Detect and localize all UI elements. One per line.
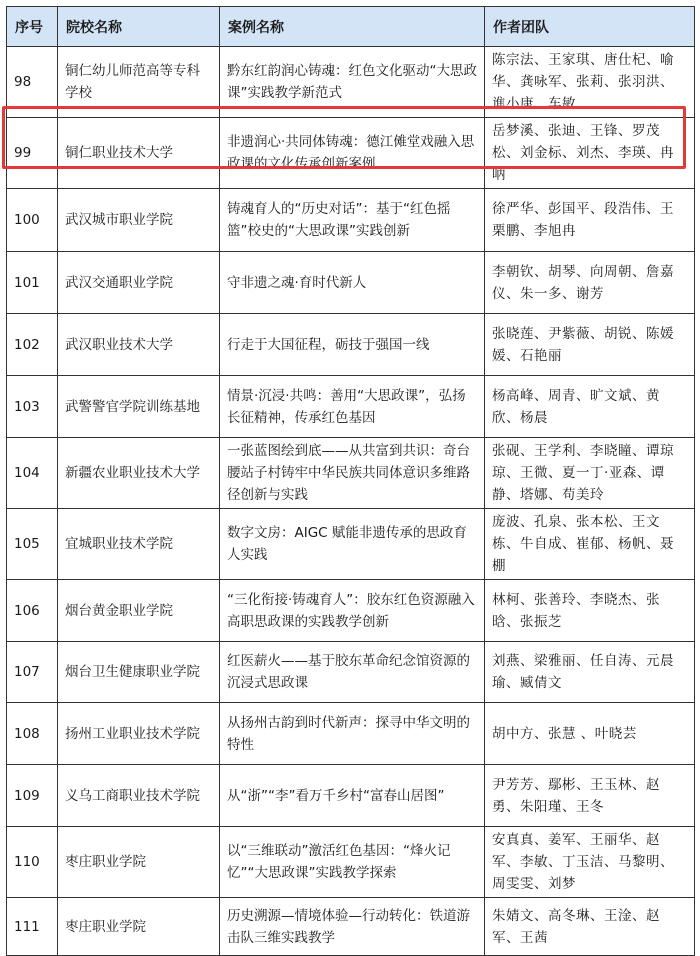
row-case: 从“浙”“李”看万千乡村“富春山居图” bbox=[220, 765, 485, 827]
row-no: 109 bbox=[7, 765, 58, 827]
row-team: 刘燕、梁雅丽、任自涛、元晨瑜、臧倩文 bbox=[485, 642, 695, 703]
row-school: 新疆农业职业技术大学 bbox=[58, 438, 220, 509]
row-school: 宜城职业技术学院 bbox=[58, 509, 220, 580]
row-school: 烟台卫生健康职业学院 bbox=[58, 642, 220, 703]
row-team: 杨高峰、周青、旷文斌、黄欣、杨晨 bbox=[485, 376, 695, 438]
row-no: 106 bbox=[7, 580, 58, 642]
row-case: 以“三维联动”激活红色基因：“烽火记忆”“大思政课”实践教学探索 bbox=[220, 827, 485, 898]
row-case: 守非遗之魂·育时代新人 bbox=[220, 252, 485, 314]
row-case: 行走于大国征程，砺技于强国一线 bbox=[220, 314, 485, 376]
row-team: 徐严华、彭国平、段浩伟、王栗鹏、李旭冉 bbox=[485, 189, 695, 252]
header-school: 院校名称 bbox=[58, 7, 220, 47]
table-row bbox=[7, 314, 695, 376]
row-school: 铜仁幼儿师范高等专科学校 bbox=[58, 47, 220, 118]
row-team: 安真真、姜军、王丽华、赵军、李敏、丁玉洁、马黎明、周雯雯、刘梦 bbox=[485, 827, 695, 898]
row-no: 110 bbox=[7, 827, 58, 898]
table-row bbox=[7, 438, 695, 509]
row-case: 情景·沉浸·共鸣：善用“大思政课”，弘扬长征精神，传承红色基因 bbox=[220, 376, 485, 438]
row-school: 烟台黄金职业学院 bbox=[58, 580, 220, 642]
row-no: 100 bbox=[7, 189, 58, 252]
row-no: 108 bbox=[7, 703, 58, 765]
header-case: 案例名称 bbox=[220, 7, 485, 47]
row-team: 陈宗法、王家琪、唐仕杞、喻华、龚咏军、张莉、张羽洪、谯小康、车敏 bbox=[485, 47, 695, 118]
row-case: 黔东红韵润心铸魂：红色文化驱动“大思政课”实践教学新范式 bbox=[220, 47, 485, 118]
row-team: 胡中方、张慧 、叶晓芸 bbox=[485, 703, 695, 765]
row-no: 101 bbox=[7, 252, 58, 314]
table-row bbox=[7, 898, 695, 956]
row-case: 数字文房：AIGC 赋能非遗传承的思政育人实践 bbox=[220, 509, 485, 580]
row-team: 朱婧文、高冬琳、王淦、赵军、王茜 bbox=[485, 898, 695, 956]
row-case: “三化衔接·铸魂育人”：胶东红色资源融入高职思政课的实践教学创新 bbox=[220, 580, 485, 642]
row-case: 一张蓝图绘到底——从共富到共识：奇台腰站子村铸牢中华民族共同体意识多维路径创新与实践 bbox=[220, 438, 485, 509]
table-header-row bbox=[7, 7, 695, 47]
table-row bbox=[7, 189, 695, 252]
row-no: 111 bbox=[7, 898, 58, 956]
row-team: 尹芳芳、鄢彬、王玉林、赵勇、朱阳瑾、王冬 bbox=[485, 765, 695, 827]
row-no: 102 bbox=[7, 314, 58, 376]
row-case: 铸魂育人的“历史对话”：基于“红色摇篮”校史的“大思政课”实践创新 bbox=[220, 189, 485, 252]
row-case: 从扬州古韵到时代新声：探寻中华文明的特性 bbox=[220, 703, 485, 765]
row-school: 武警警官学院训练基地 bbox=[58, 376, 220, 438]
header-team: 作者团队 bbox=[485, 7, 695, 47]
row-case: 历史溯源—情境体验—行动转化：铁道游击队三维实践教学 bbox=[220, 898, 485, 956]
table-row bbox=[7, 47, 695, 118]
row-school: 武汉职业技术大学 bbox=[58, 314, 220, 376]
row-team: 李朝钦、胡琴、向周朝、詹嘉仪、朱一多、谢芳 bbox=[485, 252, 695, 314]
row-school: 武汉城市职业学院 bbox=[58, 189, 220, 252]
table-row bbox=[7, 252, 695, 314]
table-row-highlighted bbox=[7, 118, 695, 189]
table-row bbox=[7, 703, 695, 765]
row-team: 岳梦溪、张迪、王锋、罗茂松、刘金标、刘杰、李瑛、冉呐 bbox=[485, 118, 695, 189]
table-row bbox=[7, 580, 695, 642]
row-case: 红医薪火——基于胶东革命纪念馆资源的沉浸式思政课 bbox=[220, 642, 485, 703]
row-school: 铜仁职业技术大学 bbox=[58, 118, 220, 189]
row-team: 张晓莲、尹紫薇、胡锐、陈媛媛、石艳丽 bbox=[485, 314, 695, 376]
row-team: 张砚、王学利、李晓瞳、谭琼琼、王微、夏一丁·亚森、谭静、塔娜、苟美玲 bbox=[485, 438, 695, 509]
case-list-table bbox=[6, 6, 695, 956]
row-team: 林柯、张善玲、李晓杰、张晗、张振芝 bbox=[485, 580, 695, 642]
table-row bbox=[7, 376, 695, 438]
table-row bbox=[7, 509, 695, 580]
row-no: 104 bbox=[7, 438, 58, 509]
row-school: 武汉交通职业学院 bbox=[58, 252, 220, 314]
row-school: 义乌工商职业技术学院 bbox=[58, 765, 220, 827]
row-no: 105 bbox=[7, 509, 58, 580]
row-no: 103 bbox=[7, 376, 58, 438]
table-row bbox=[7, 765, 695, 827]
row-team: 庞波、孔泉、张本松、王文栋、牛自成、崔郁、杨帆、聂棚 bbox=[485, 509, 695, 580]
row-case: 非遗润心·共同体铸魂：德江傩堂戏融入思政课的文化传承创新案例 bbox=[220, 118, 485, 189]
table-row bbox=[7, 827, 695, 898]
row-school: 枣庄职业学院 bbox=[58, 898, 220, 956]
header-no: 序号 bbox=[7, 7, 58, 47]
row-no: 99 bbox=[7, 118, 58, 189]
row-no: 98 bbox=[7, 47, 58, 118]
row-school: 扬州工业职业技术学院 bbox=[58, 703, 220, 765]
row-no: 107 bbox=[7, 642, 58, 703]
table-row bbox=[7, 642, 695, 703]
row-school: 枣庄职业学院 bbox=[58, 827, 220, 898]
